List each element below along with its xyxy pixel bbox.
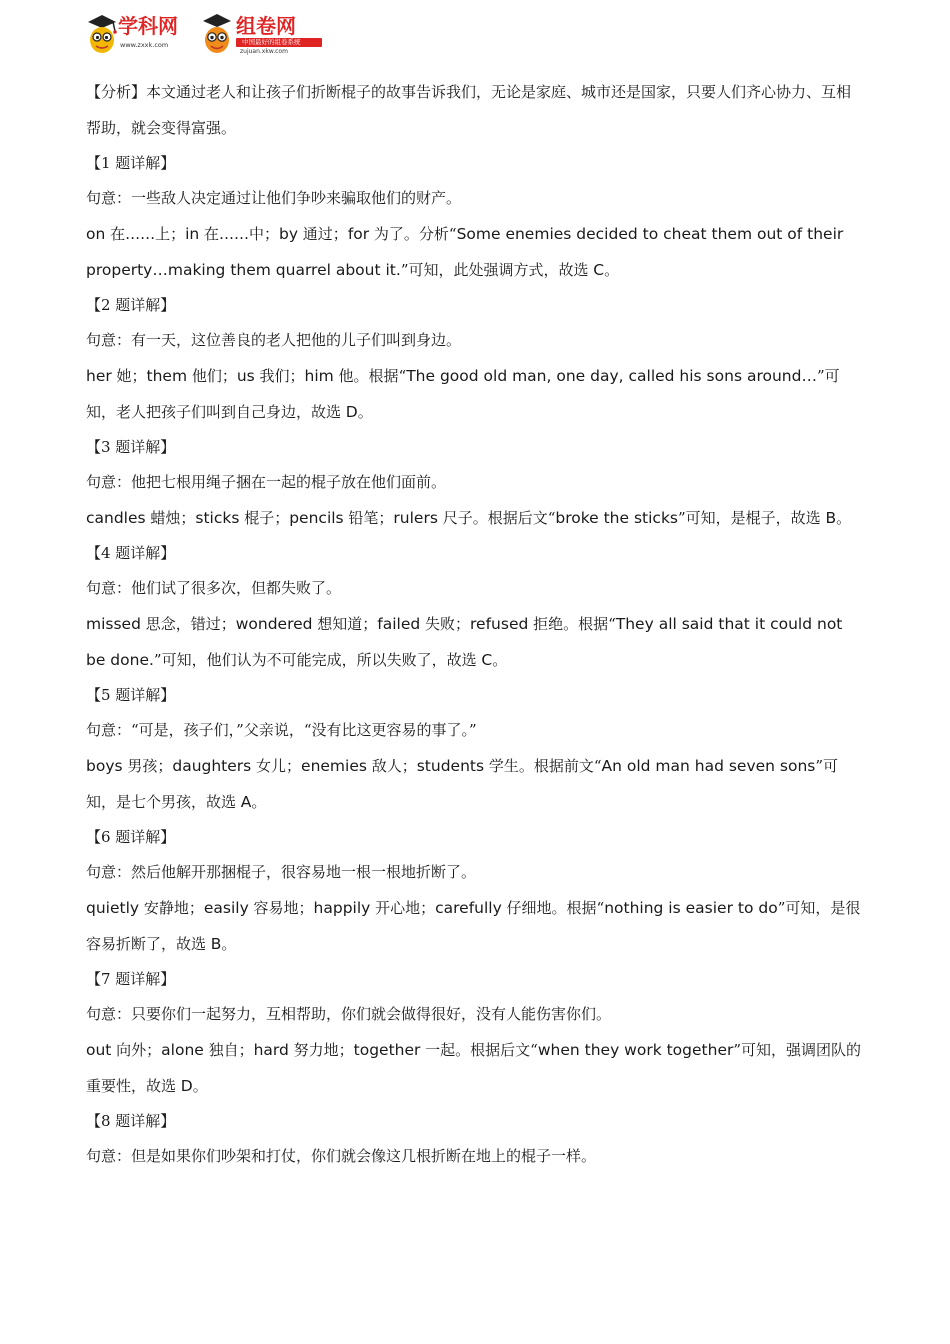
sentence-meaning: 句意：有一天，这位善良的老人把他的儿子们叫到身边。: [86, 331, 462, 349]
chinese-text: 他。根据“: [333, 367, 407, 385]
mascot-graduate-icon: [84, 12, 120, 56]
english-text: boys: [86, 757, 123, 775]
question-block-3: [86, 430, 866, 536]
zxxk-logo-title: 学科网: [118, 14, 178, 38]
answer-explanation: [86, 74, 866, 1174]
english-text: on: [86, 225, 106, 243]
chinese-text: ”可知，强调团队的重要性，故选: [86, 1041, 862, 1095]
chinese-text: 她；: [111, 367, 147, 385]
english-text: A: [240, 793, 252, 811]
sentence-meaning: 句意：一些敌人决定通过让他们争吵来骗取他们的财产。: [86, 189, 462, 207]
zujuan-tagline: 中国最好的组卷系统: [242, 38, 301, 46]
english-text: hard: [253, 1041, 289, 1059]
english-text: happily: [313, 899, 371, 917]
question-block-2: [86, 288, 866, 430]
option-explanation: [86, 748, 866, 820]
english-text: together: [353, 1041, 421, 1059]
chinese-text: ”可知，是七个男孩，故选: [86, 757, 839, 811]
question-heading: 【6 题详解】: [86, 828, 176, 846]
question-block-6: [86, 820, 866, 962]
option-explanation: [86, 500, 866, 536]
english-text: D: [345, 403, 358, 421]
chinese-text: 拒绝。根据“: [528, 615, 616, 633]
english-text: The good old man, one day, called his sons around…: [406, 367, 817, 385]
english-text: daughters: [172, 757, 252, 775]
chinese-text: 向外；: [111, 1041, 162, 1059]
chinese-text: 在……中；: [199, 225, 280, 243]
chinese-text: 铅笔；: [343, 509, 394, 527]
english-text: enemies: [301, 757, 367, 775]
question-heading: 【4 题详解】: [86, 544, 176, 562]
question-heading: 【5 题详解】: [86, 686, 176, 704]
zxxk-logo-url: www.zxxk.com: [120, 41, 169, 49]
chinese-text: 仔细地。根据“: [501, 899, 605, 917]
english-text: for: [347, 225, 370, 243]
question-block-7: [86, 962, 866, 1104]
english-text: rulers: [393, 509, 438, 527]
english-text: her: [86, 367, 112, 385]
chinese-text: ”可知，是很容易折断了，故选: [86, 899, 861, 953]
chinese-text: ”可知，是棍子，故选: [678, 509, 826, 527]
option-explanation: [86, 890, 866, 962]
english-text: nothing is easier to do: [604, 899, 778, 917]
english-text: failed: [377, 615, 421, 633]
sentence-meaning: 句意：然后他解开那捆棍子，很容易地一根一根地折断了。: [86, 863, 477, 881]
english-text: students: [416, 757, 485, 775]
chinese-text: 棍子；: [239, 509, 290, 527]
question-block-8: [86, 1104, 866, 1174]
question-heading: 【7 题详解】: [86, 970, 176, 988]
english-text: candles: [86, 509, 146, 527]
english-text: alone: [161, 1041, 204, 1059]
chinese-text: 独自；: [203, 1041, 254, 1059]
english-text: sticks: [195, 509, 240, 527]
question-block-4: [86, 536, 866, 678]
chinese-text: 学生。根据前文“: [484, 757, 602, 775]
chinese-text: 。: [192, 1077, 208, 1095]
chinese-text: 男孩；: [122, 757, 173, 775]
question-heading: 【8 题详解】: [86, 1112, 176, 1130]
analysis-label: 【分析】: [86, 83, 147, 101]
question-block-1: [86, 146, 866, 288]
english-text: out: [86, 1041, 112, 1059]
chinese-text: 安静地；: [139, 899, 204, 917]
chinese-text: 容易地；: [248, 899, 314, 917]
english-text: An old man had seven sons: [601, 757, 816, 775]
chinese-text: 他们；: [187, 367, 237, 385]
sentence-meaning: 句意：但是如果你们吵架和打仗，你们就会像这几根折断在地上的棍子一样。: [86, 1147, 597, 1165]
option-explanation: [86, 358, 866, 430]
page-header: [84, 12, 324, 56]
chinese-text: 努力地；: [288, 1041, 354, 1059]
english-text: refused: [470, 615, 529, 633]
english-text: pencils: [289, 509, 344, 527]
option-explanation: [86, 216, 866, 288]
english-text: B: [825, 509, 837, 527]
sentence-meaning: 句意：只要你们一起努力，互相帮助，你们就会做得很好，没有人能伤害你们。: [86, 1005, 612, 1023]
chinese-text: 敌人；: [366, 757, 417, 775]
chinese-text: 蜡烛；: [145, 509, 196, 527]
english-text: them: [146, 367, 188, 385]
english-text: when they work together: [537, 1041, 734, 1059]
chinese-text: 。: [221, 935, 237, 953]
chinese-text: 开心地；: [370, 899, 436, 917]
analysis-text: 本文通过老人和让孩子们折断棍子的故事告诉我们，无论是家庭、城市还是国家，只要人们齐心协力、互相帮助，就会变得富强。: [86, 83, 852, 137]
english-text: carefully: [435, 899, 502, 917]
zxxk-logo[interactable]: [84, 12, 196, 56]
sentence-meaning: 句意：他们试了很多次，但都失败了。: [86, 579, 342, 597]
english-text: missed: [86, 615, 141, 633]
english-text: by: [279, 225, 299, 243]
option-explanation: [86, 1032, 866, 1104]
chinese-text: 。: [492, 651, 508, 669]
english-text: C: [481, 651, 493, 669]
sentence-meaning: 句意：他把七根用绳子捆在一起的棍子放在他们面前。: [86, 473, 447, 491]
chinese-text: 一起。根据后文“: [420, 1041, 538, 1059]
chinese-text: 在……上；: [105, 225, 186, 243]
question-heading: 【3 题详解】: [86, 438, 176, 456]
question-block-5: [86, 678, 866, 820]
english-text: easily: [203, 899, 249, 917]
english-text: B: [210, 935, 222, 953]
question-heading: 【2 题详解】: [86, 296, 176, 314]
chinese-text: ”可知，老人把孩子们叫到自己身边，故选: [86, 367, 840, 421]
chinese-text: 我们；: [254, 367, 305, 385]
mascot-owl-icon: [200, 12, 234, 56]
chinese-text: 。: [357, 403, 373, 421]
english-text: quietly: [86, 899, 140, 917]
english-text: D: [180, 1077, 193, 1095]
english-text: They all said that it could not be done.: [86, 615, 843, 669]
chinese-text: 通过；: [298, 225, 348, 243]
english-text: Some enemies decided to cheat them out of their property…making them quarrel about it.: [86, 225, 844, 279]
english-text: C: [593, 261, 605, 279]
chinese-text: ”可知，他们认为不可能完成，所以失败了，故选: [153, 651, 482, 669]
english-text: in: [185, 225, 200, 243]
chinese-text: 。: [836, 509, 852, 527]
chinese-text: ”可知，此处强调方式，故选: [400, 261, 594, 279]
analysis-paragraph: [86, 74, 866, 146]
chinese-text: 尺子。根据后文“: [437, 509, 556, 527]
english-text: broke the sticks: [555, 509, 678, 527]
zujuan-logo[interactable]: [200, 12, 324, 56]
chinese-text: 想知道；: [312, 615, 378, 633]
chinese-text: 思念，错过；: [140, 615, 236, 633]
zujuan-tagline-bar: [236, 38, 322, 47]
zujuan-logo-url: zujuan.xkw.com: [240, 48, 288, 55]
option-explanation: [86, 606, 866, 678]
chinese-text: 。: [251, 793, 267, 811]
question-heading: 【1 题详解】: [86, 154, 176, 172]
chinese-text: 女儿；: [251, 757, 302, 775]
chinese-text: 失败；: [420, 615, 471, 633]
question-list: [86, 146, 866, 1174]
english-text: wondered: [235, 615, 313, 633]
zujuan-logo-title: 组卷网: [236, 14, 296, 38]
chinese-text: 为了。分析“: [369, 225, 457, 243]
english-text: him: [304, 367, 334, 385]
sentence-meaning: 句意：“可是，孩子们，”父亲说，“没有比这更容易的事了。”: [86, 721, 477, 739]
english-text: us: [236, 367, 255, 385]
chinese-text: 。: [604, 261, 620, 279]
